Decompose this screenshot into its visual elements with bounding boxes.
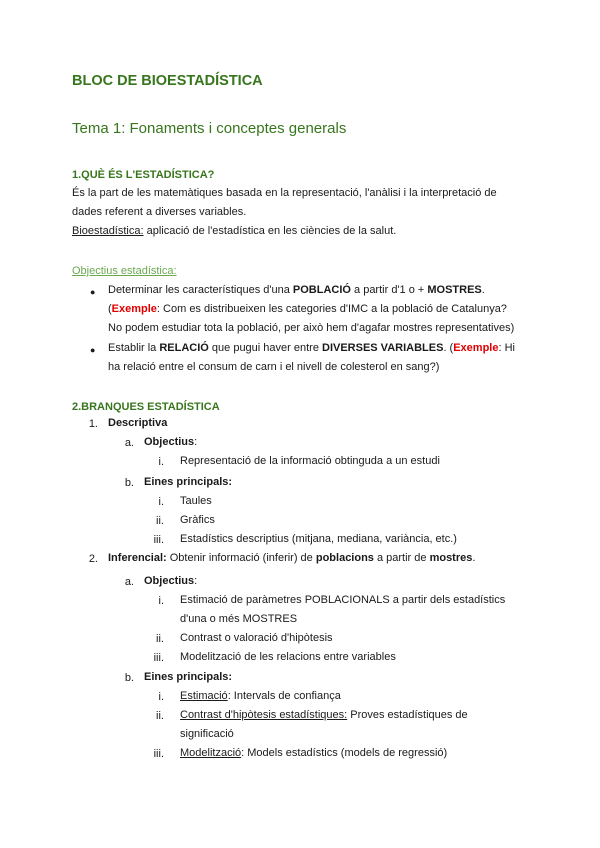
list-item: Taules [180, 495, 212, 507]
objectiu-1-line1 [108, 281, 485, 300]
list-item: Gràfics [180, 514, 215, 526]
list-item [180, 744, 447, 763]
objectiu-1-poblacio: POBLACIÓ [292, 284, 351, 296]
estimacio-term: Estimació [180, 690, 228, 702]
list-roman: iii. [153, 748, 164, 760]
inferencial-objectius-colon: : [194, 575, 198, 587]
descriptiva-objectius-colon: : [194, 436, 198, 448]
bioestadistica-def-text: aplicació de l'estadística en les ciències de la salut. [143, 225, 397, 237]
list-roman: ii. [156, 633, 164, 645]
objectiu-1-open: ( [108, 303, 112, 315]
list-letter: a. [124, 437, 134, 449]
section2-heading: 2.BRANQUES ESTADÍSTICA [72, 401, 220, 413]
descriptiva-objectius-text: Objectius [144, 436, 195, 448]
list-number: 2. [88, 553, 98, 565]
objectiu-2-pre: Establir la [108, 342, 160, 354]
list-item: Contrast o valoració d'hipòtesis [180, 632, 333, 644]
objectiu-1-exemple-text: : Com es distribueixen les categories d'IMC a la població de Catalunya? [156, 303, 507, 315]
bullet-dot-icon: ● [90, 287, 96, 297]
list-letter: a. [124, 576, 134, 588]
bullet-dot-icon: ● [90, 345, 96, 355]
inferencial-label: Inferencial: [108, 552, 167, 564]
list-roman: ii. [156, 710, 164, 722]
tema-heading: Tema 1: Fonaments i conceptes generals [72, 120, 347, 137]
list-roman: i. [158, 595, 164, 607]
inferencial-line [108, 549, 475, 568]
objectiu-2-exemple-text: : Hi [498, 342, 515, 354]
objectius-heading: Objectius estadística: [72, 265, 177, 277]
objectiu-2-mid: que pugui haver entre [208, 342, 322, 354]
list-roman: ii. [156, 515, 164, 527]
inferencial-text1: Obtenir informació (inferir) de [166, 552, 316, 564]
contrast-term: Contrast d'hipòtesis estadístiques: [180, 709, 348, 721]
list-roman: i. [158, 496, 164, 508]
objectiu-1-pre: Determinar les característiques d'una [108, 284, 293, 296]
objectiu-2-exemple: Exemple [453, 342, 499, 354]
descriptiva-objectius-label [144, 433, 197, 452]
estimacio-text: : Intervals de confiança [227, 690, 341, 702]
objectiu-1-line3: No podem estudiar tota la població, per això hem d'agafar mostres representatives) [108, 322, 515, 334]
list-item: Estadístics descriptius (mitjana, mediana, variància, etc.) [180, 533, 457, 545]
objectiu-2-line1 [108, 339, 515, 358]
descriptiva-label: Descriptiva [108, 417, 168, 429]
inferencial-mostres: mostres [429, 552, 473, 564]
list-roman: iii. [153, 652, 164, 664]
modelitzacio-text: : Models estadístics (models de regressió) [241, 747, 448, 759]
list-roman: iii. [153, 534, 164, 546]
objectiu-2-variables: DIVERSES VARIABLES [322, 342, 444, 354]
list-item: Representació de la informació obtinguda a un estudi [180, 455, 440, 467]
objectiu-2-line2: ha relació entre el consum de carn i el nivell de colesterol en sang?) [108, 361, 440, 373]
descriptiva-eines-label: Eines principals: [144, 476, 233, 488]
list-item: Modelització de les relacions entre variables [180, 651, 396, 663]
section1-heading: 1.QUÈ ÉS L'ESTADÍSTICA? [72, 169, 215, 181]
bioestadistica-definition [72, 222, 396, 241]
section1-line1: És la part de les matemàtiques basada en la representació, l'anàlisi i la interpretació de [72, 187, 497, 199]
bioestadistica-term: Bioestadística: [72, 225, 144, 237]
list-item: Estimació de paràmetres POBLACIONALS a partir dels estadístics [180, 594, 506, 606]
list-item [180, 706, 468, 725]
inferencial-text2: a partir de [373, 552, 430, 564]
list-roman: i. [158, 691, 164, 703]
modelitzacio-term: Modelització [180, 747, 242, 759]
inferencial-text3: . [472, 552, 476, 564]
objectiu-2-post: . ( [443, 342, 454, 354]
inferencial-objectius-label [144, 572, 197, 591]
objectiu-1-line2 [108, 300, 507, 319]
section1-line2: dades referent a diverses variables. [72, 206, 247, 218]
objectiu-2-relacio: RELACIÓ [159, 342, 209, 354]
list-letter: b. [124, 477, 134, 489]
inferencial-eines-label: Eines principals: [144, 671, 233, 683]
inferencial-poblacions: poblacions [315, 552, 374, 564]
list-roman: i. [158, 456, 164, 468]
document-title: BLOC DE BIOESTADÍSTICA [72, 73, 263, 89]
list-number: 1. [88, 418, 98, 430]
list-letter: b. [124, 672, 134, 684]
inferencial-objectius-text: Objectius [144, 575, 195, 587]
objectiu-1-exemple: Exemple [111, 303, 157, 315]
list-item [180, 687, 341, 706]
contrast-text: Proves estadístiques de [347, 709, 468, 721]
objectiu-1-mostres: MOSTRES [427, 284, 482, 296]
objectiu-1-post: . [481, 284, 485, 296]
list-item-continuation: d'una o més MOSTRES [180, 613, 298, 625]
objectiu-1-mid: a partir d'1 o + [350, 284, 428, 296]
list-item-continuation: significació [180, 728, 234, 740]
